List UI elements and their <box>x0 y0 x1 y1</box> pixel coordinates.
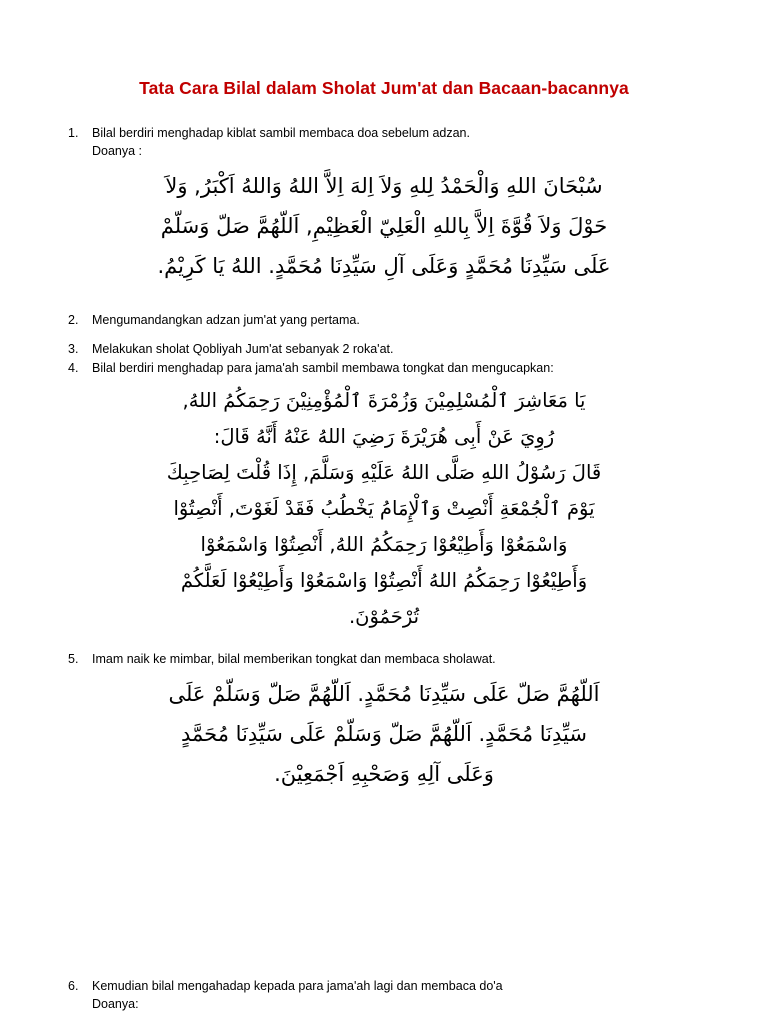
step-text: Mengumandangkan adzan jum'at yang pertama. <box>92 313 360 327</box>
step-subline: Doanya : <box>92 144 143 158</box>
step-text: Imam naik ke mimbar, bilal memberikan tongkat dan membaca sholawat. <box>92 652 496 666</box>
page-title: Tata Cara Bilal dalam Sholat Jum'at dan Bacaan-bacannya <box>139 78 629 98</box>
step-number: 6. <box>68 979 79 993</box>
step-number: 2. <box>68 313 79 327</box>
spacer <box>62 641 706 649</box>
list-item <box>62 651 706 668</box>
list-item <box>62 125 706 160</box>
list-item <box>62 341 706 358</box>
step-content <box>92 978 706 1013</box>
arabic-line: سُبْحَانَ اللهِ وَالْحَمْدُ لِلهِ وَلاَ اِلهَ اِلاَّ اللهُ وَاللهُ اَكْبَرُ, وَلاَ <box>165 174 603 198</box>
step-number: 3. <box>68 342 79 356</box>
step-text: Melakukan sholat Qobliyah Jum'at sebanyak 2 roka'at. <box>92 342 394 356</box>
arabic-line: قَالَ رَسُوْلُ اللهِ صَلَّى اللهُ عَلَيْهِ وَسَلَّمَ, إِذَا قُلْتَ لِصَاحِبِكَ <box>166 461 602 484</box>
arabic-line: وَأَطِيْعُوْا رَحِمَكُمُ اللهُ أَنْصِتُوْا وَاسْمَعُوْا وَأَطِيْعُوْا لَعَلَّكُمْ <box>180 569 588 592</box>
arabic-line: حَوْلَ وَلاَ قُوَّةَ اِلاَّ بِاللهِ الْعَلِيّ الْعَظِيْمِ, اَللّهُمَّ صَلّ وَسَلّمْ <box>160 214 608 238</box>
arabic-line: عَلَى سَيِّدِنَا مُحَمَّدٍ وَعَلَى آلِ سَيِّدِنَا مُحَمَّدٍ. اللهُ يَا كَرِيْمُ. <box>157 254 611 278</box>
arabic-line: سَيِّدِنَا مُحَمَّدٍ. اَللّهُمَّ صَلّ وَسَلّمْ عَلَى سَيِّدِنَا مُحَمَّدٍ <box>181 722 587 746</box>
step-text: Kemudian bilal mengahadap kepada para jama'ah lagi dan membaca do'a <box>92 979 503 993</box>
spacer <box>62 329 706 339</box>
arabic-passage-5 <box>96 674 672 794</box>
step-content <box>92 125 706 160</box>
arabic-line: رُوِيَ عَنْ أَبِى هُرَيْرَةَ رَضِيَ اللهُ عَنْهُ أَنَّهُ قَالَ: <box>213 425 555 448</box>
arabic-line: وَعَلَى آلِهِ وَصَحْبِهِ اَجْمَعِيْنَ. <box>274 762 494 786</box>
arabic-passage-1 <box>96 166 672 286</box>
arabic-passage-4 <box>96 383 672 635</box>
step-number: 1. <box>68 126 79 140</box>
step-subline: Doanya: <box>92 997 139 1011</box>
step-text: Bilal berdiri menghadap kiblat sambil membaca doa sebelum adzan. <box>92 126 470 140</box>
step-number: 4. <box>68 361 79 375</box>
list-item <box>62 312 706 329</box>
step-number: 5. <box>68 652 79 666</box>
arabic-line: يَوْمَ ٱلْجُمْعَةِ أَنْصِتْ وَٱلْإِمَامُ يَخْطُبُ فَقَدْ لَغَوْتَ, أَنْصِتُوْا <box>173 497 595 520</box>
arabic-line: يَا مَعَاشِرَ ٱلْمُسْلِمِيْنَ وَزُمْرَةَ ٱلْمُؤْمِنِيْنَ رَحِمَكُمُ اللهُ, <box>182 389 586 412</box>
step-text: Bilal berdiri menghadap para jama'ah sambil membawa tongkat dan mengucapkan: <box>92 361 554 375</box>
arabic-line: اَللّهُمَّ صَلّ عَلَى سَيِّدِنَا مُحَمَّدٍ. اَللّهُمَّ صَلّ وَسَلّمْ عَلَى <box>168 682 600 706</box>
arabic-line: وَاسْمَعُوْا وَأَطِيْعُوْا رَحِمَكُمُ اللهُ, أَنْصِتُوْا وَاسْمَعُوْا <box>200 533 568 556</box>
list-item <box>62 360 706 377</box>
blank-region <box>62 800 706 976</box>
steps-list <box>62 125 706 1013</box>
spacer <box>62 292 706 310</box>
list-item <box>62 978 706 1013</box>
arabic-line: تُرْحَمُوْنَ. <box>348 605 420 628</box>
